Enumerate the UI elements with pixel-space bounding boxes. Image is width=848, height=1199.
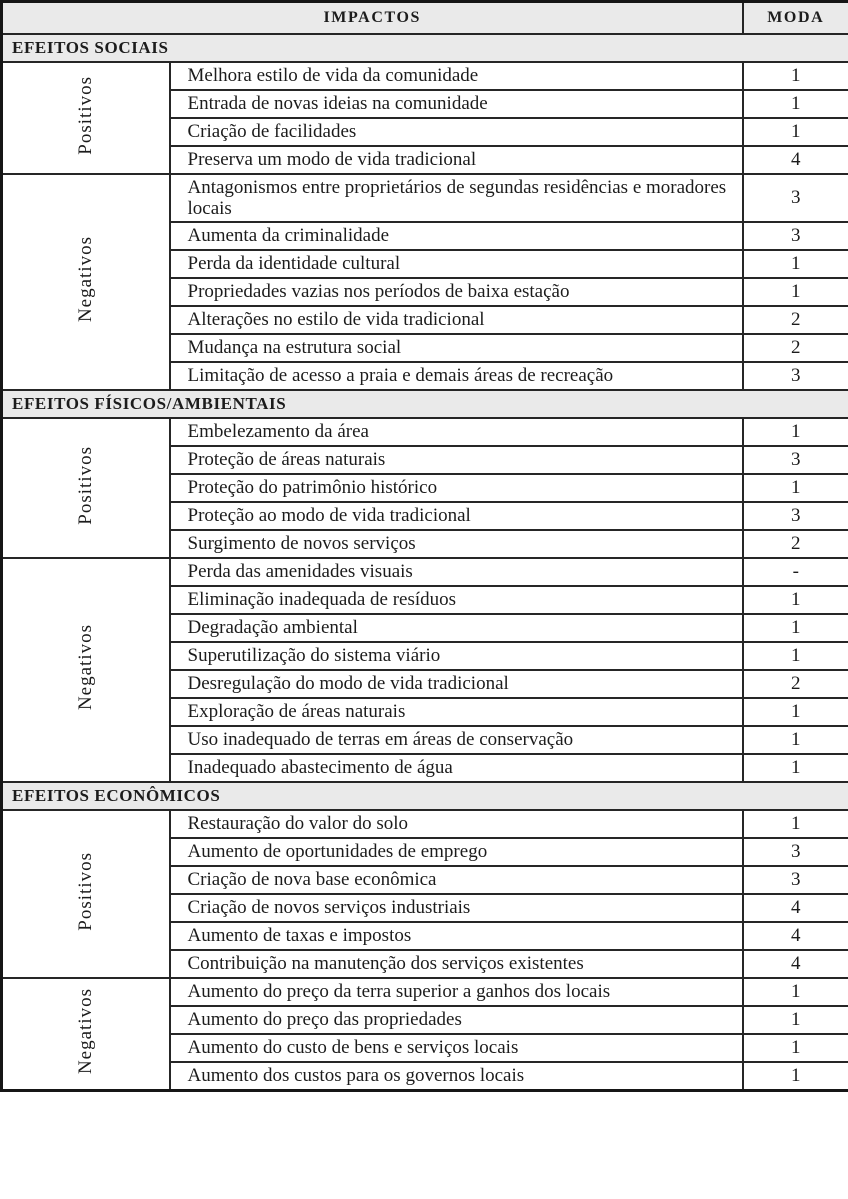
moda-cell: 1 (743, 698, 848, 726)
moda-cell: 1 (743, 754, 848, 782)
group-label-cell-positivos (2, 62, 170, 174)
moda-cell: 1 (743, 810, 848, 838)
impact-cell: Aumento dos custos para os governos locais (170, 1062, 743, 1091)
moda-cell: 3 (743, 866, 848, 894)
moda-cell: 1 (743, 614, 848, 642)
table-row (2, 558, 848, 586)
table-header-row (2, 2, 848, 34)
group-label-cell-negativos (2, 978, 170, 1091)
moda-cell: 1 (743, 118, 848, 146)
impact-cell: Restauração do valor do solo (170, 810, 743, 838)
impact-cell: Proteção de áreas naturais (170, 446, 743, 474)
section-header-row (2, 782, 848, 810)
impact-cell: Criação de facilidades (170, 118, 743, 146)
impact-cell: Aumento de taxas e impostos (170, 922, 743, 950)
group-label-cell-positivos (2, 418, 170, 558)
moda-cell: 1 (743, 642, 848, 670)
moda-cell: 1 (743, 1006, 848, 1034)
impact-cell: Uso inadequado de terras em áreas de conservação (170, 726, 743, 754)
group-label-rotated: Negativos (74, 987, 96, 1075)
impact-cell: Aumento de oportunidades de emprego (170, 838, 743, 866)
moda-cell: 2 (743, 670, 848, 698)
table-row (2, 174, 848, 222)
moda-cell: - (743, 558, 848, 586)
moda-cell: 3 (743, 362, 848, 390)
impact-cell: Aumento do custo de bens e serviços locais (170, 1034, 743, 1062)
impact-cell: Inadequado abastecimento de água (170, 754, 743, 782)
group-label-rotated: Positivos (74, 75, 96, 155)
moda-cell: 3 (743, 446, 848, 474)
moda-cell: 4 (743, 146, 848, 174)
group-label-cell-positivos (2, 810, 170, 978)
group-label-rotated: Positivos (74, 851, 96, 931)
impact-cell: Limitação de acesso a praia e demais áreas de recreação (170, 362, 743, 390)
moda-cell: 1 (743, 1062, 848, 1091)
moda-cell: 1 (743, 418, 848, 446)
moda-column-header: MODA (743, 2, 848, 34)
moda-cell: 2 (743, 306, 848, 334)
section-title: EFEITOS FÍSICOS/AMBIENTAIS (2, 390, 848, 418)
impact-cell: Criação de novos serviços industriais (170, 894, 743, 922)
group-label-cell-negativos (2, 558, 170, 782)
section-header-row (2, 390, 848, 418)
impact-cell: Desregulação do modo de vida tradicional (170, 670, 743, 698)
moda-cell: 3 (743, 222, 848, 250)
moda-cell: 1 (743, 278, 848, 306)
impacts-column-header: IMPACTOS (2, 2, 743, 34)
impact-cell: Alterações no estilo de vida tradicional (170, 306, 743, 334)
impact-cell: Embelezamento da área (170, 418, 743, 446)
moda-cell: 1 (743, 62, 848, 90)
section-title: EFEITOS ECONÔMICOS (2, 782, 848, 810)
impact-cell: Exploração de áreas naturais (170, 698, 743, 726)
section-title: EFEITOS SOCIAIS (2, 34, 848, 62)
moda-cell: 1 (743, 978, 848, 1006)
moda-cell: 1 (743, 90, 848, 118)
impact-cell: Propriedades vazias nos períodos de baixa estação (170, 278, 743, 306)
impact-cell: Degradação ambiental (170, 614, 743, 642)
section-header-row (2, 34, 848, 62)
impact-cell: Superutilização do sistema viário (170, 642, 743, 670)
table-row (2, 978, 848, 1006)
impact-cell: Melhora estilo de vida da comunidade (170, 62, 743, 90)
group-label-cell-negativos (2, 174, 170, 390)
moda-cell: 1 (743, 474, 848, 502)
moda-cell: 3 (743, 502, 848, 530)
impact-cell: Proteção ao modo de vida tradicional (170, 502, 743, 530)
moda-cell: 2 (743, 530, 848, 558)
impact-cell: Perda das amenidades visuais (170, 558, 743, 586)
impact-cell: Eliminação inadequada de resíduos (170, 586, 743, 614)
impact-cell: Mudança na estrutura social (170, 334, 743, 362)
moda-cell: 1 (743, 726, 848, 754)
table-row (2, 418, 848, 446)
impact-cell: Surgimento de novos serviços (170, 530, 743, 558)
group-label-rotated: Negativos (74, 235, 96, 323)
impact-cell: Aumenta da criminalidade (170, 222, 743, 250)
moda-cell: 3 (743, 174, 848, 222)
impact-cell: Aumento do preço das propriedades (170, 1006, 743, 1034)
table-row (2, 810, 848, 838)
group-label-rotated: Positivos (74, 445, 96, 525)
moda-cell: 4 (743, 894, 848, 922)
moda-cell: 1 (743, 586, 848, 614)
impact-cell: Perda da identidade cultural (170, 250, 743, 278)
impact-cell: Criação de nova base econômica (170, 866, 743, 894)
moda-cell: 2 (743, 334, 848, 362)
moda-cell: 3 (743, 838, 848, 866)
table-row (2, 62, 848, 90)
moda-cell: 1 (743, 250, 848, 278)
impact-cell: Antagonismos entre proprietários de segundas residências e moradores locais (170, 174, 743, 222)
group-label-rotated: Negativos (74, 623, 96, 711)
moda-cell: 1 (743, 1034, 848, 1062)
impact-cell: Preserva um modo de vida tradicional (170, 146, 743, 174)
impact-cell: Proteção do patrimônio histórico (170, 474, 743, 502)
moda-cell: 4 (743, 922, 848, 950)
moda-cell: 4 (743, 950, 848, 978)
impact-cell: Contribuição na manutenção dos serviços existentes (170, 950, 743, 978)
impact-cell: Entrada de novas ideias na comunidade (170, 90, 743, 118)
impact-cell: Aumento do preço da terra superior a ganhos dos locais (170, 978, 743, 1006)
